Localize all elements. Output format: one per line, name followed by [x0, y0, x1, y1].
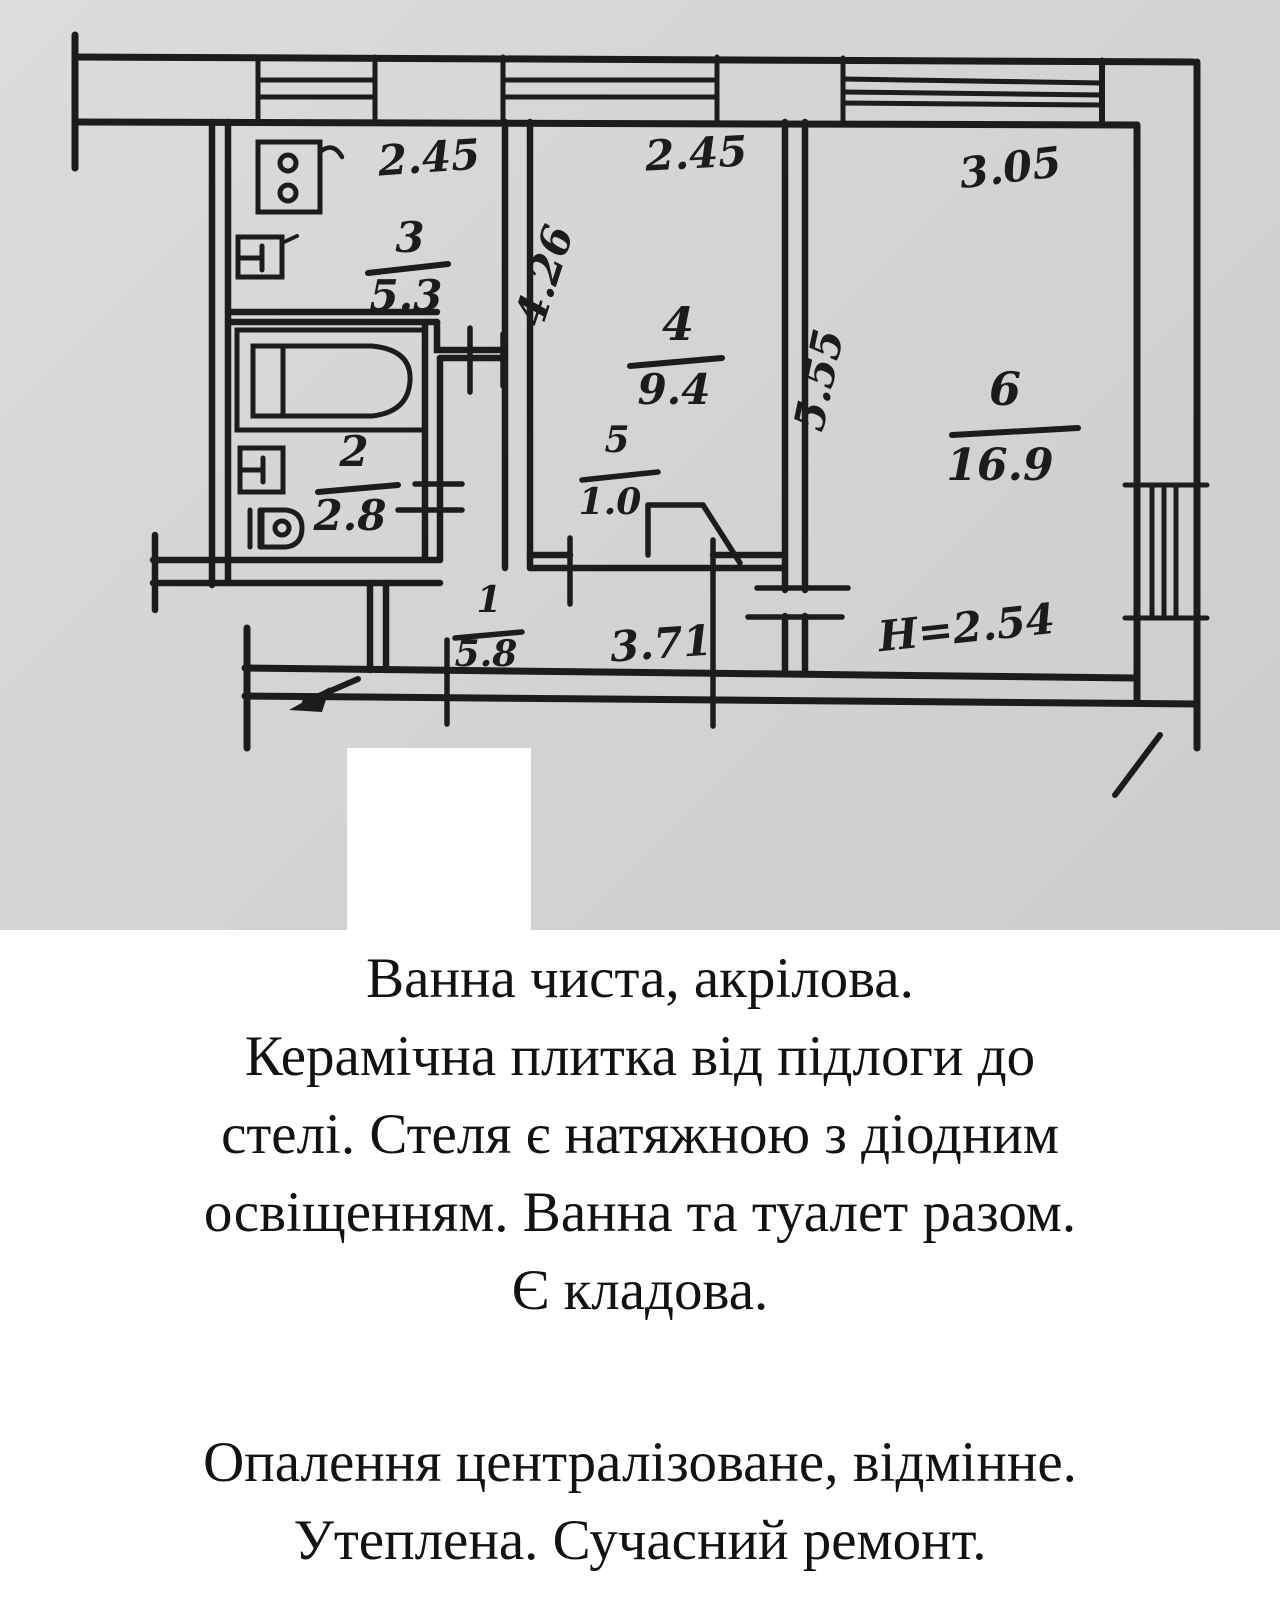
kitchen-fixtures	[238, 142, 342, 277]
room-label-living	[946, 362, 1078, 491]
dim-room6-width: 3.05	[956, 137, 1064, 199]
room-area: 5.3	[369, 271, 443, 320]
window-icon	[258, 57, 375, 122]
description-line: стелі. Стеля є натяжною з діодним	[221, 1103, 1059, 1166]
room-number: 3	[395, 213, 425, 262]
room-number: 2	[339, 427, 369, 476]
washbasin-icon	[240, 448, 283, 492]
description-line: Опалення централізоване, відмінне.	[203, 1431, 1077, 1494]
top-wall-inner	[75, 122, 1137, 125]
room-number: 5	[604, 419, 630, 461]
description-line: Утеплена. Сучасний ремонт.	[293, 1509, 987, 1572]
fraction-bar	[582, 472, 658, 480]
description-text	[0, 930, 1280, 1600]
top-windows	[258, 57, 1102, 124]
room-area: 9.4	[637, 365, 711, 414]
bottom-wall-inner	[245, 668, 1135, 678]
dim-corridor-length: 3.71	[608, 615, 714, 672]
description-line: освіщенням. Ванна та туалет разом.	[203, 1181, 1077, 1244]
dim-ceiling-height: H=2.54	[875, 593, 1058, 662]
bottom-wall-outer	[245, 696, 1197, 704]
room-label-room4	[630, 297, 722, 414]
white-patch	[347, 748, 531, 930]
right-corner-jog	[1102, 62, 1137, 125]
dim-room4-width: 2.45	[643, 126, 749, 181]
description-paragraph-2	[0, 1424, 1280, 1580]
fraction-bar	[952, 428, 1078, 435]
room-label-hall	[455, 579, 522, 675]
toilet-icon	[250, 510, 302, 547]
top-wall-outer	[75, 57, 1193, 62]
room-label-bathroom	[312, 427, 398, 540]
room-area: 1.0	[578, 481, 642, 523]
window-icon	[843, 58, 1102, 124]
room-area: 2.8	[313, 491, 387, 540]
room-number: 1	[476, 579, 502, 621]
dim-room6-depth: 5.55	[784, 324, 854, 436]
description-paragraph-1	[0, 940, 1280, 1330]
room-area: 5.8	[454, 633, 518, 675]
bathtub-icon	[237, 330, 425, 430]
dim-kitchen-depth: 4.26	[505, 219, 584, 332]
room-label-kitchen	[368, 213, 448, 320]
description-line: Ванна чиста, акрілова.	[366, 947, 914, 1010]
dim-kitchen-width: 2.45	[376, 129, 482, 186]
description-line: Є кладова.	[511, 1259, 769, 1322]
room-area: 16.9	[946, 440, 1054, 491]
room-number: 4	[661, 297, 695, 351]
stove-icon	[258, 142, 342, 212]
corner-slash	[1115, 735, 1160, 795]
kitchen-sink-icon	[238, 236, 297, 277]
room-number: 6	[988, 362, 1022, 416]
window-icon	[503, 57, 717, 122]
description-line: Керамічна плитка від підлоги до	[244, 1025, 1036, 1088]
